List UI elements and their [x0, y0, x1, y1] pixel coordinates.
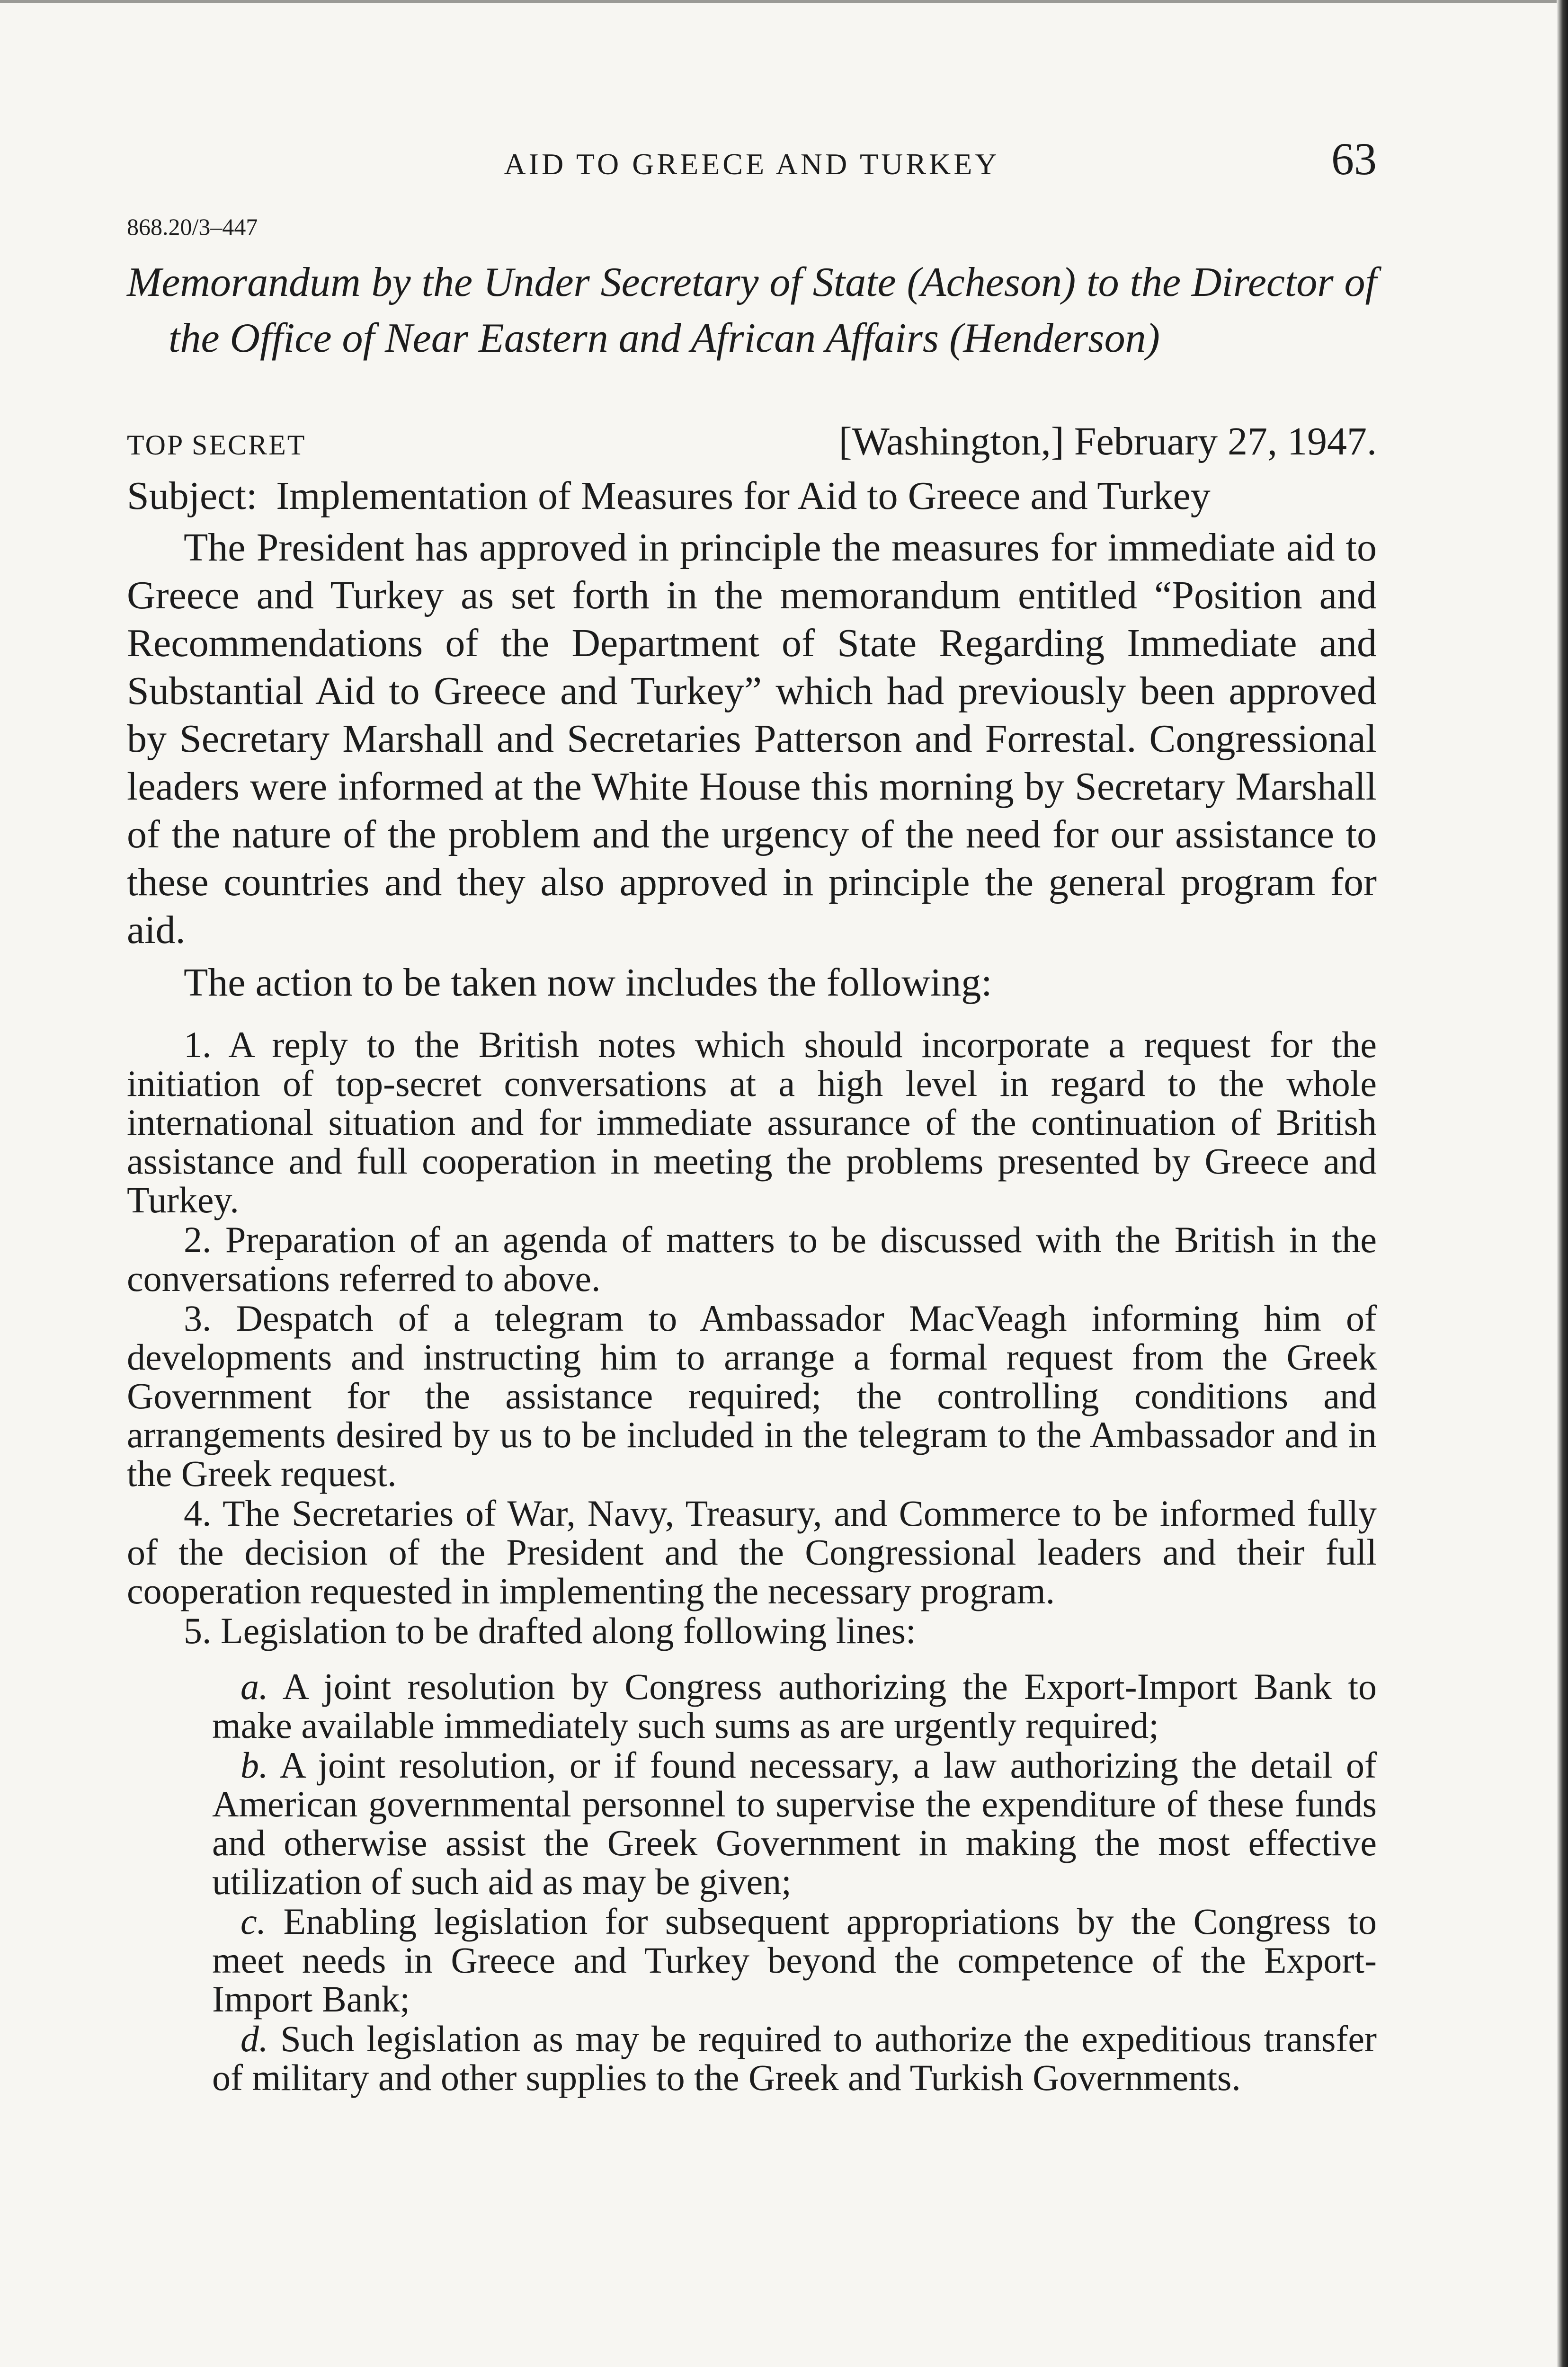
sublist-text: Enabling legislation for subsequent appropriations by the Congress to meet needs in Greece and Turkey beyond the competence of the Export-Import Bank;: [212, 1901, 1377, 2020]
sublist-text: A joint resolution by Congress authorizing the Export-Import Bank to make available immediately such sums as are urgently required;: [212, 1666, 1377, 1746]
list-item: 3. Despatch of a telegram to Ambassador MacVeagh informing him of developments and instructing him to arrange a formal request from the Greek Government for the assistance required; the controlling conditions and arrangements desired by us to be included in the telegram to the Ambassador and in the Greek request.: [127, 1298, 1377, 1494]
sublist-item: [212, 2020, 1377, 2097]
sublist-letter: a.: [241, 1666, 268, 1707]
page-top-edge: [0, 0, 1568, 3]
sublist-text: A joint resolution, or if found necessary, a law authorizing the detail of American governmental personnel to supervise the expenditure of these funds and otherwise assist the Greek Government in making the most effective utilization of such aid as may be given;: [212, 1744, 1377, 1902]
subject-line: [127, 473, 1377, 519]
action-list: [127, 1025, 1377, 1650]
list-item: 5. Legislation to be drafted along following lines:: [184, 1610, 916, 1651]
subject-label: Subject:: [127, 474, 258, 518]
legislation-sublist: [127, 1667, 1377, 2097]
page-binding-edge: [1557, 0, 1568, 2367]
running-head-title: AID TO GREECE AND TURKEY: [504, 147, 1000, 181]
file-number: 868.20/3–447: [127, 214, 258, 240]
subject-text: Implementation of Measures for Aid to Greece and Turkey: [276, 474, 1211, 518]
running-head: [127, 114, 1377, 185]
list-item: 4. The Secretaries of War, Navy, Treasury, and Commerce to be informed fully of the decision of the President and the Congressional leaders and their full cooperation requested in implementing the necessary program.: [127, 1493, 1377, 1611]
list-item: 1. A reply to the British notes which should incorporate a request for the initiation of top-secret conversations at a high level in regard to the whole international situation and for immediate assurance of the continuation of British assistance and full cooperation in meeting the problems presented by Greece and Turkey.: [127, 1024, 1377, 1220]
sublist-item: [212, 1746, 1377, 1901]
sublist-letter: b.: [241, 1744, 268, 1786]
dateline: [Washington,] February 27, 1947.: [838, 419, 1377, 463]
document-page: [127, 114, 1377, 2098]
sublist-item: [212, 1902, 1377, 2019]
list-item: 2. Preparation of an agenda of matters to be discussed with the British in the conversations referred to above.: [127, 1219, 1377, 1299]
page-number: 63: [1331, 133, 1377, 184]
dateline-row: [127, 418, 1377, 464]
body-paragraph: The President has approved in principle the measures for immediate aid to Greece and Turkey as set forth in the memorandum entitled “Position and Recommendations of the Department of State Regarding Immediate and Substantial Aid to Greece and Turkey” which had previously been approved by Secretary Marshall and Secretaries Patterson and Forrestal. Congressional leaders were informed at the White House this morning by Secretary Marshall of the nature of the problem and the urgency of the need for our assistance to these countries and they also approved in principle the general program for aid.: [127, 525, 1377, 952]
sublist-letter: c.: [241, 1901, 267, 1942]
classification-marking: TOP SECRET: [127, 429, 306, 461]
sublist-text: Such legislation as may be required to authorize the expeditious transfer of military and other supplies to the Greek and Turkish Governments.: [212, 2018, 1377, 2098]
body-paragraph: The action to be taken now includes the following:: [184, 961, 992, 1005]
sublist-item: [212, 1667, 1377, 1745]
sublist-letter: d.: [241, 2018, 268, 2059]
document-heading: Memorandum by the Under Secretary of State (Acheson) to the Director of the Office of Near Eastern and African Affairs (Henderson): [127, 259, 1377, 361]
